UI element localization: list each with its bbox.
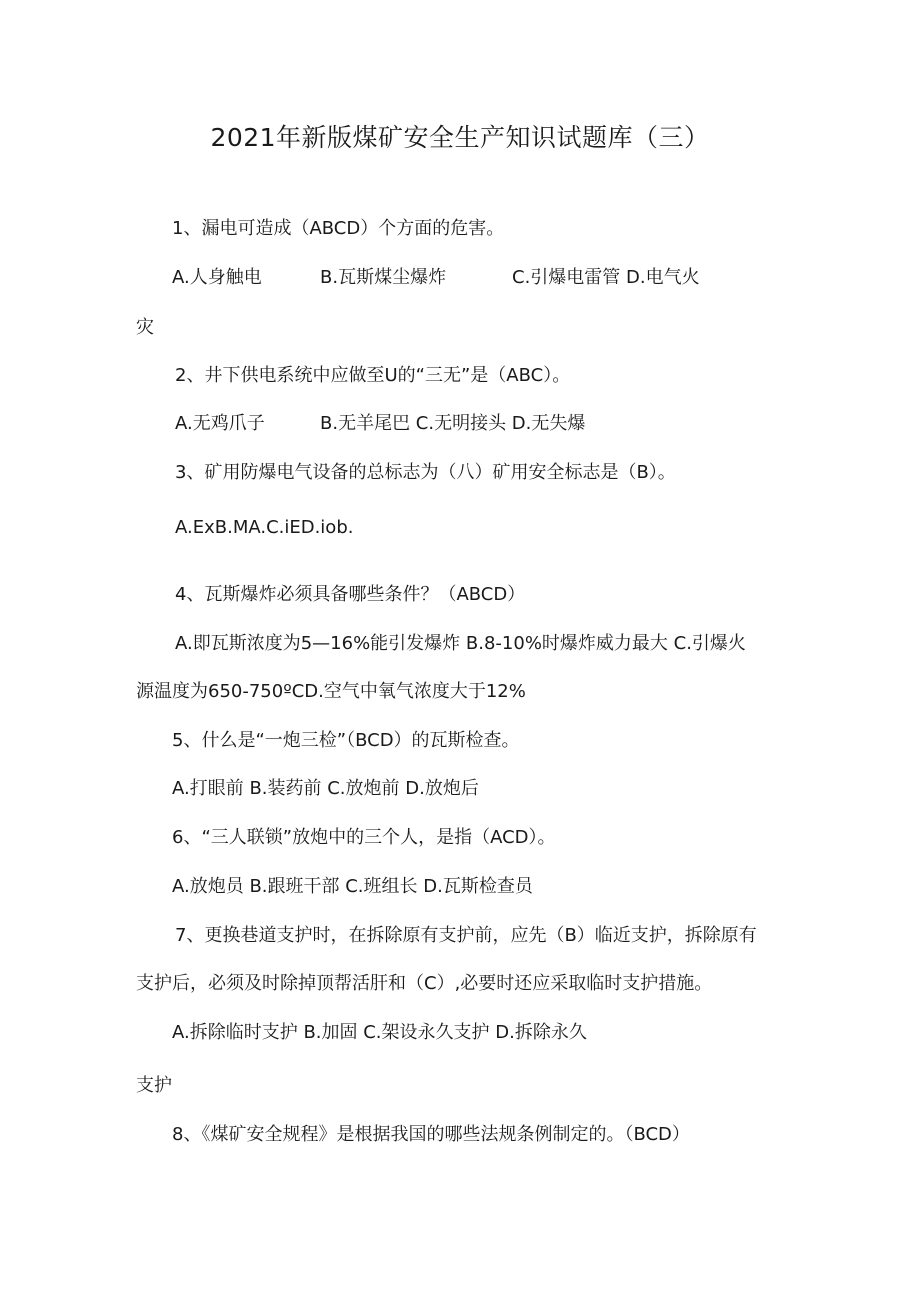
q5-options: A.打眼前 B.装药前 C.放炮前 D.放炮后 <box>172 778 479 799</box>
q1-option-a: A.人身触电 <box>172 267 262 288</box>
question-8: 8、《煤矿安全规程》是根据我国的哪些法规条例制定的。（BCD） <box>172 1124 690 1145</box>
q4-options-continued: 源温度为650-750ºCD.空气中氧气浓度大于12% <box>136 681 526 702</box>
question-5: 5、什么是“一炮三检”（BCD）的瓦斯检查。 <box>172 730 520 751</box>
question-2: 2、井下供电系统中应做至U的“三无”是（ABC）。 <box>175 365 571 386</box>
question-6: 6、“三人联锁”放炮中的三个人，是指（ACD）。 <box>172 827 556 848</box>
question-7-continued: 支护后，必须及时除掉顶帮活肝和（C）,必要时还应采取临时支护措施。 <box>136 973 713 994</box>
q1-option-d-continued: 灾 <box>136 317 154 338</box>
q1-option-b: B.瓦斯煤尘爆炸 <box>320 267 447 288</box>
question-4: 4、瓦斯爆炸必须具备哪些条件？（ABCD） <box>175 584 526 605</box>
q4-options: A.即瓦斯浓度为5—16%能引发爆炸 B.8-10%时爆炸威力最大 C.引爆火 <box>175 633 746 654</box>
q7-options: A.拆除临时支护 B.加固 C.架设永久支护 D.拆除永久 <box>172 1022 587 1043</box>
question-7: 7、更换巷道支护时，在拆除原有支护前，应先（B）临近支护，拆除原有 <box>175 925 757 946</box>
q3-options: A.ExB.MA.C.iED.iob. <box>175 517 354 538</box>
document-title: 2021年新版煤矿安全生产知识试题库（三） <box>210 123 710 152</box>
q1-option-c-d: C.引爆电雷管 D.电气火 <box>512 267 700 288</box>
q6-options: A.放炮员 B.跟班干部 C.班组长 D.瓦斯检查员 <box>172 876 533 897</box>
question-1: 1、漏电可造成（ABCD）个方面的危害。 <box>172 218 505 239</box>
question-3: 3、矿用防爆电气设备的总标志为（八）矿用安全标志是（B）。 <box>175 462 676 483</box>
q2-options-b-d: B.无羊尾巴 C.无明接头 D.无失爆 <box>320 413 586 434</box>
q7-options-continued: 支护 <box>136 1075 172 1096</box>
q2-option-a: A.无鸡爪子 <box>175 413 265 434</box>
